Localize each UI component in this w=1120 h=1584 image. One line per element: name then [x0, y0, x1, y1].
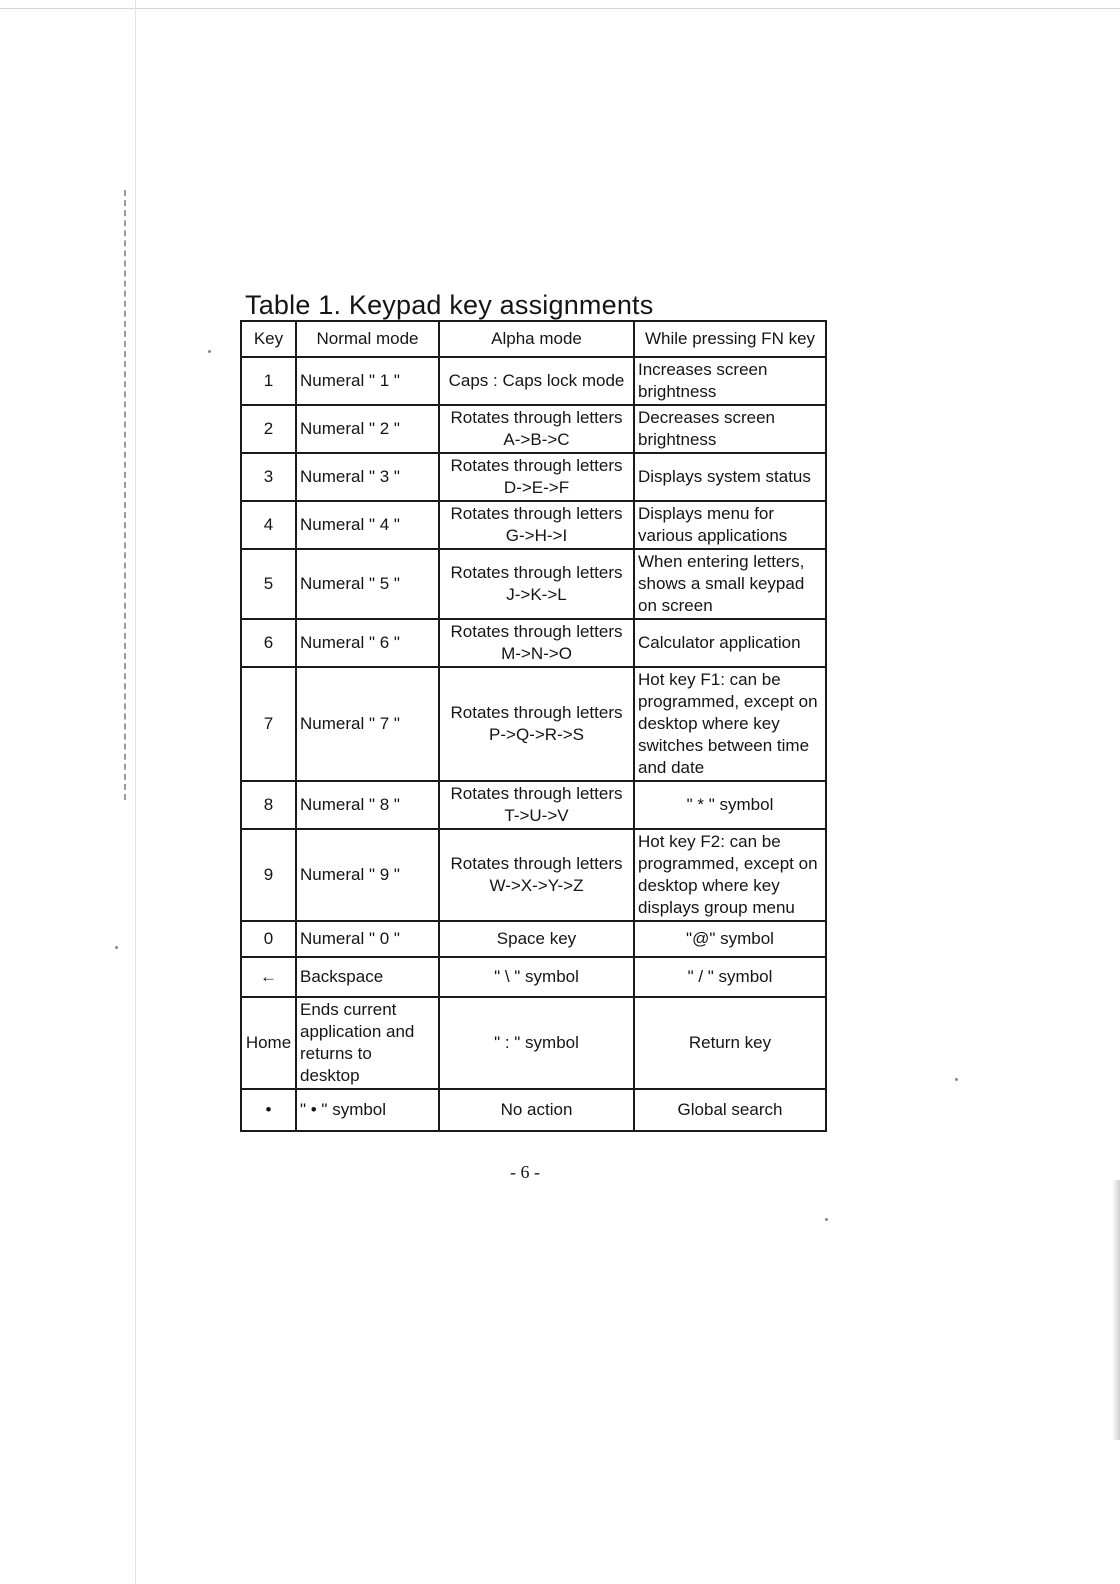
cell-key: 9: [241, 829, 296, 921]
cell-fn: Decreases screen brightness: [634, 405, 826, 453]
cell-normal: Numeral " 3 ": [296, 453, 439, 501]
cell-fn: When entering letters, shows a small keypad on screen: [634, 549, 826, 619]
table-row: [241, 619, 826, 667]
scan-speck: [115, 946, 118, 949]
cell-normal: Numeral " 7 ": [296, 667, 439, 781]
scan-edge-top: [0, 8, 1120, 9]
cell-key: 3: [241, 453, 296, 501]
scan-speck: [208, 350, 211, 353]
cell-key: Home: [241, 997, 296, 1089]
cell-normal: Numeral " 6 ": [296, 619, 439, 667]
cell-normal: Numeral " 9 ": [296, 829, 439, 921]
cell-normal: Numeral " 0 ": [296, 921, 439, 957]
table-row: [241, 549, 826, 619]
cell-fn: Hot key F1: can be programmed, except on desktop where key switches between time and date: [634, 667, 826, 781]
cell-normal: Numeral " 5 ": [296, 549, 439, 619]
cell-alpha: " : " symbol: [439, 997, 634, 1089]
cell-normal: Backspace: [296, 957, 439, 997]
cell-alpha: Space key: [439, 921, 634, 957]
table-title: Table 1. Keypad key assignments: [245, 290, 654, 321]
table-row: [241, 829, 826, 921]
table-row: [241, 921, 826, 957]
cell-fn: "@" symbol: [634, 921, 826, 957]
table-row: [241, 667, 826, 781]
cell-fn: " * " symbol: [634, 781, 826, 829]
scan-speck: [825, 1218, 828, 1221]
cell-alpha: Rotates through letters G->H->I: [439, 501, 634, 549]
cell-fn: Calculator application: [634, 619, 826, 667]
cell-key: 8: [241, 781, 296, 829]
cell-alpha: No action: [439, 1089, 634, 1131]
cell-key: 4: [241, 501, 296, 549]
cell-fn: " / " symbol: [634, 957, 826, 997]
scan-edge-left: [135, 0, 136, 1584]
cell-key: 0: [241, 921, 296, 957]
header-key: Key: [241, 321, 296, 357]
cell-alpha: " \ " symbol: [439, 957, 634, 997]
header-fn-key: While pressing FN key: [634, 321, 826, 357]
cell-key: ←: [241, 957, 296, 997]
table-row: [241, 781, 826, 829]
cell-alpha: Rotates through letters M->N->O: [439, 619, 634, 667]
cell-normal: Numeral " 4 ": [296, 501, 439, 549]
header-alpha-mode: Alpha mode: [439, 321, 634, 357]
cell-fn: Increases screen brightness: [634, 357, 826, 405]
cell-normal: " • " symbol: [296, 1089, 439, 1131]
header-normal-mode: Normal mode: [296, 321, 439, 357]
cell-alpha: Rotates through letters D->E->F: [439, 453, 634, 501]
table-row: [241, 357, 826, 405]
cell-key: 7: [241, 667, 296, 781]
table-row: [241, 997, 826, 1089]
cell-key: 2: [241, 405, 296, 453]
scan-speck: [955, 1078, 958, 1081]
cell-alpha: Caps : Caps lock mode: [439, 357, 634, 405]
cell-fn: Hot key F2: can be programmed, except on desktop where key displays group menu: [634, 829, 826, 921]
binder-hole-mark: [124, 190, 128, 800]
cell-fn: Displays menu for various applications: [634, 501, 826, 549]
cell-alpha: Rotates through letters W->X->Y->Z: [439, 829, 634, 921]
cell-alpha: Rotates through letters T->U->V: [439, 781, 634, 829]
cell-alpha: Rotates through letters P->Q->R->S: [439, 667, 634, 781]
cell-alpha: Rotates through letters A->B->C: [439, 405, 634, 453]
cell-fn: Global search: [634, 1089, 826, 1131]
table-header-row: [241, 321, 826, 357]
cell-normal: Numeral " 8 ": [296, 781, 439, 829]
table-row: [241, 453, 826, 501]
page-number: - 6 -: [510, 1162, 540, 1182]
cell-fn: Displays system status: [634, 453, 826, 501]
cell-fn: Return key: [634, 997, 826, 1089]
cell-normal: Numeral " 2 ": [296, 405, 439, 453]
scan-shadow-right: [1112, 1180, 1120, 1440]
table-row: [241, 501, 826, 549]
table-row: [241, 405, 826, 453]
cell-key: 5: [241, 549, 296, 619]
cell-alpha: Rotates through letters J->K->L: [439, 549, 634, 619]
table-row: [241, 1089, 826, 1131]
cell-key: 1: [241, 357, 296, 405]
cell-normal: Numeral " 1 ": [296, 357, 439, 405]
cell-key: •: [241, 1089, 296, 1131]
table-row: [241, 957, 826, 997]
cell-key: 6: [241, 619, 296, 667]
keypad-assignments-table: [240, 320, 827, 1132]
cell-normal: Ends current application and returns to desktop: [296, 997, 439, 1089]
